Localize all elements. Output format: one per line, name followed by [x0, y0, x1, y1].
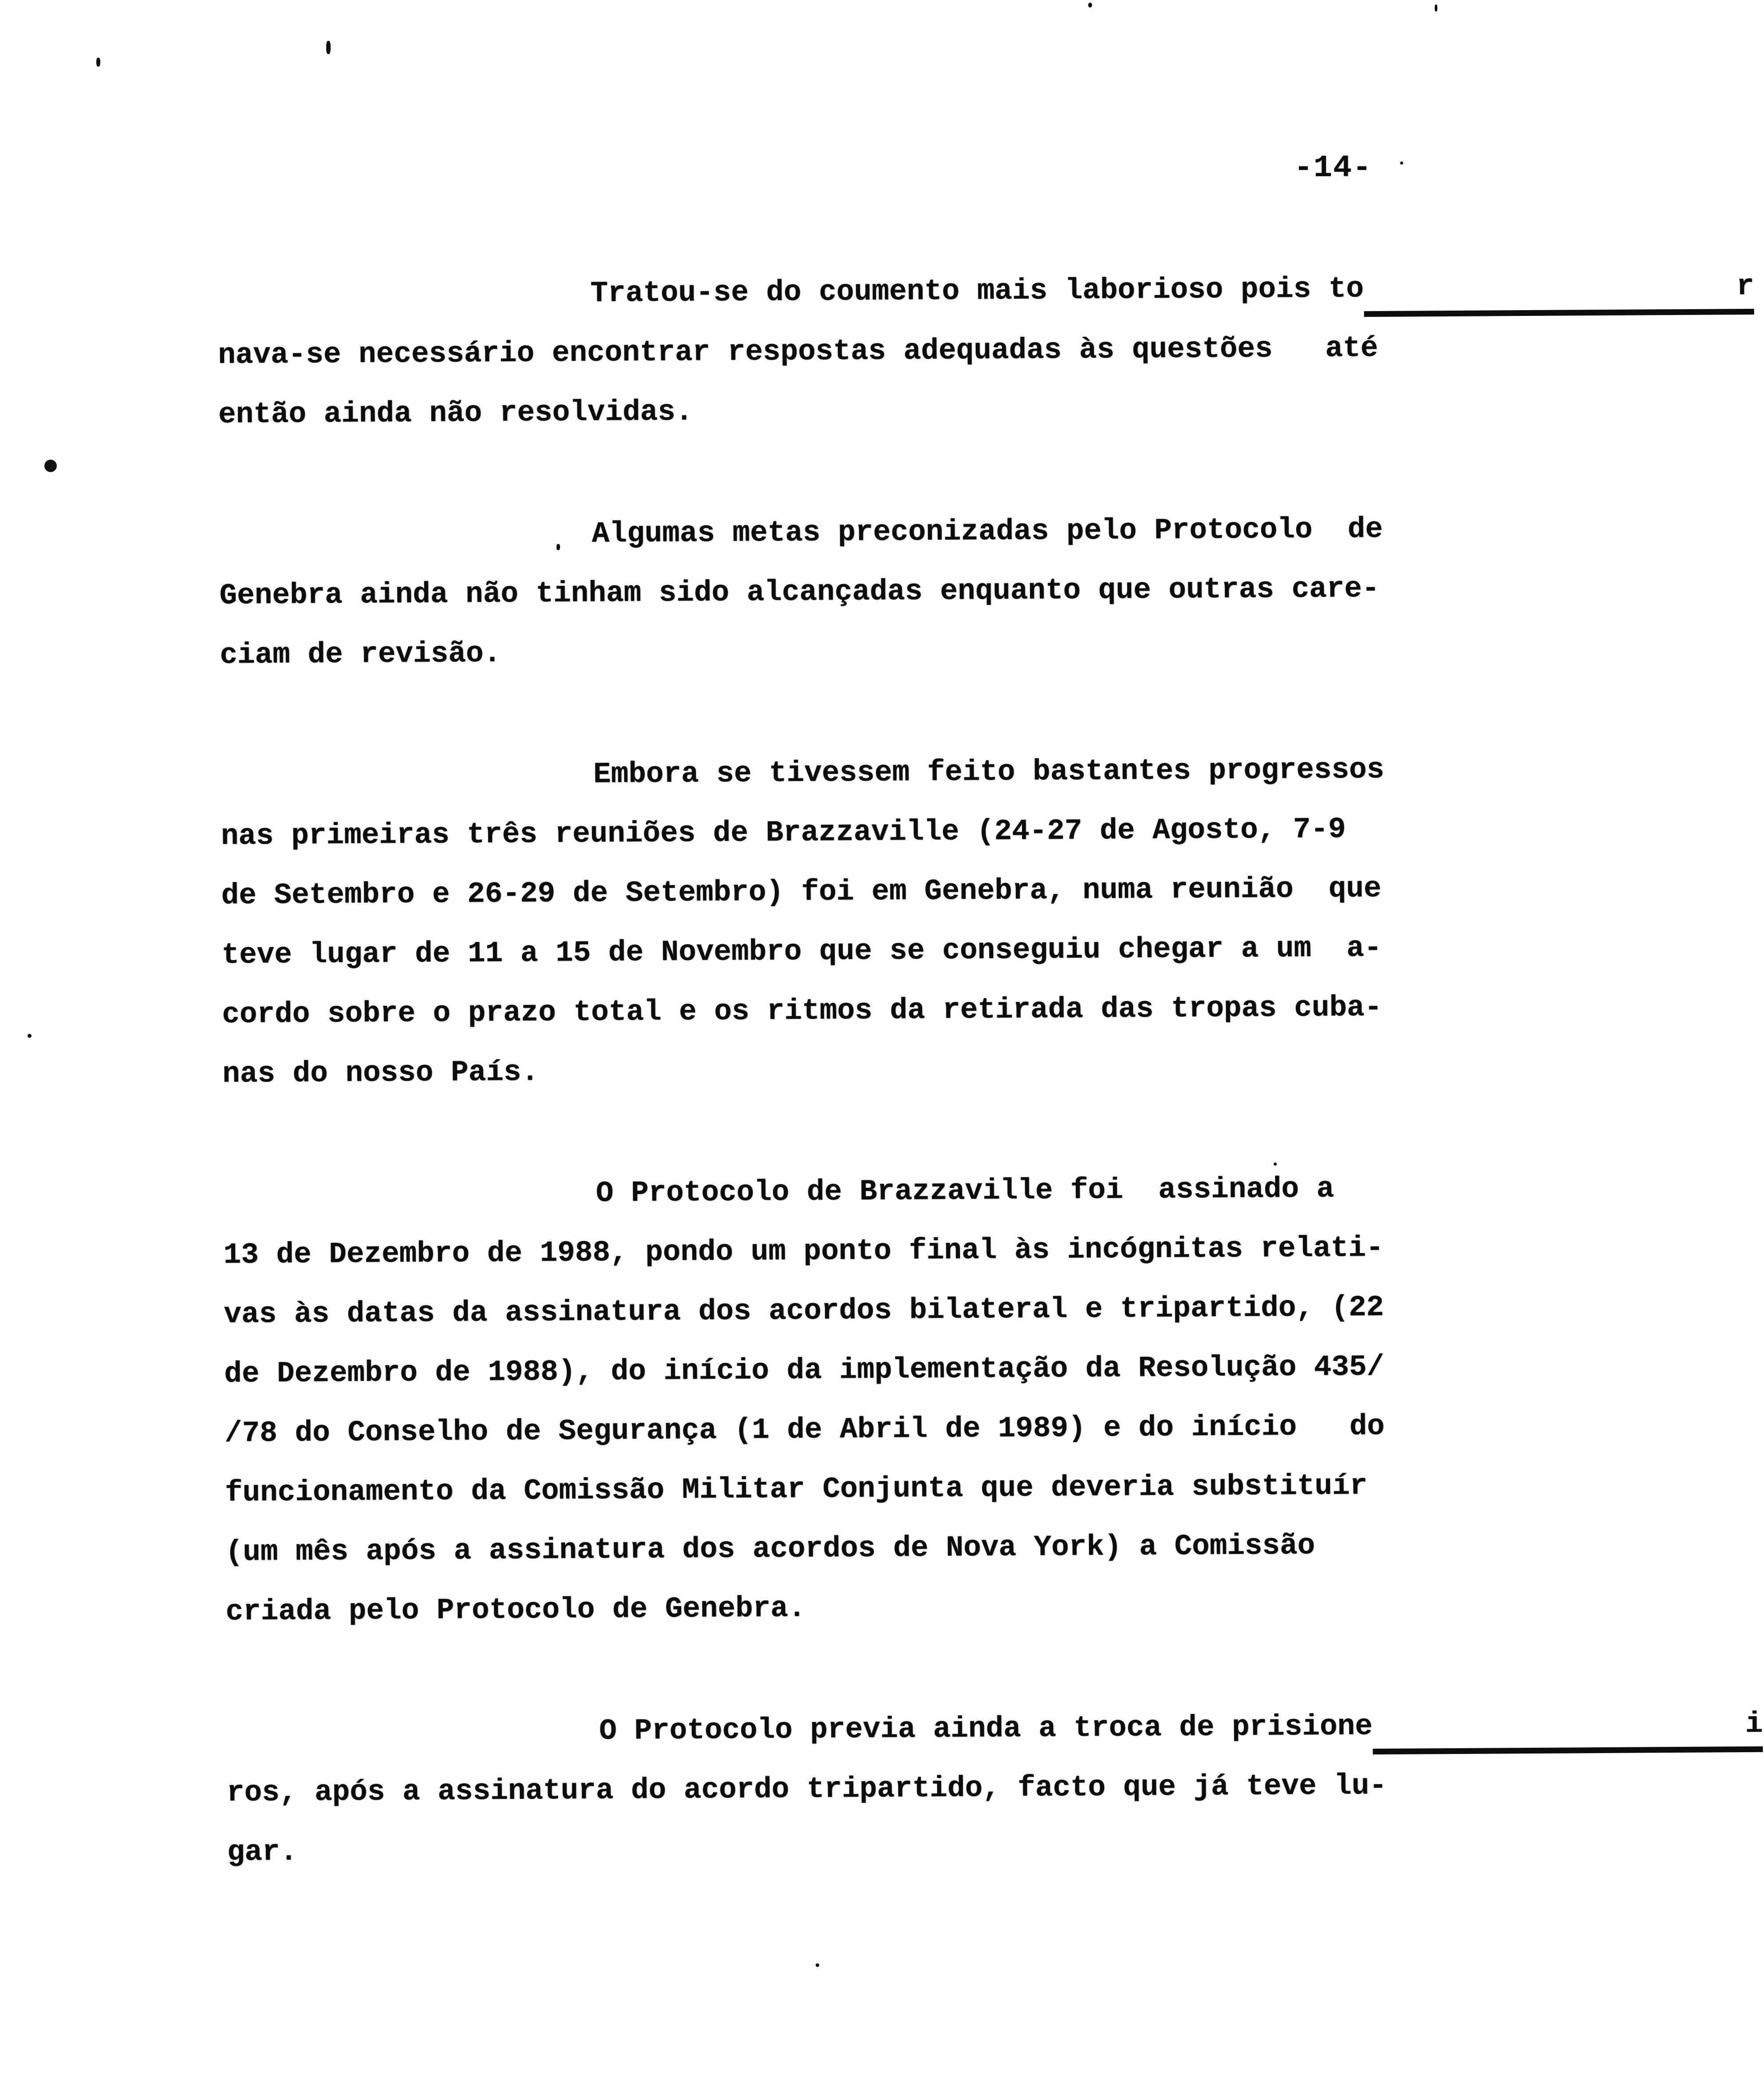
text-line: cordo sobre o prazo total e os ritmos da retirada das tropas cuba-	[222, 991, 1382, 1031]
text-line: ros, após a assinatura do acordo tripartido, facto que já teve lu-	[226, 1769, 1387, 1809]
text-line: O Protocolo de Brazzaville foi assinado a	[596, 1172, 1334, 1210]
paragraph	[226, 1697, 1763, 1882]
text-line: nas do nosso País.	[222, 1055, 539, 1091]
text-line: /78 do Conselho de Segurança (1 de Abril de 1989) e do início do	[224, 1409, 1385, 1450]
text-line: O Protocolo previa ainda a troca de prisione i	[226, 1697, 1416, 1763]
text-line: 13 de Dezembro de 1988, pondo um ponto final às incógnitas relati-	[223, 1231, 1384, 1272]
typewritten-text	[217, 259, 1763, 1944]
paragraph	[221, 740, 1412, 1104]
text-line: nava-se necessário encontrar respostas adequadas às questões até	[217, 331, 1378, 372]
scan-speck	[326, 41, 331, 54]
text-line: Algumas metas preconizadas pelo Protocolo de	[592, 512, 1383, 551]
page-number: -14-	[1294, 151, 1373, 186]
hyphenation-underline: r	[1364, 264, 1754, 317]
scan-speck	[1088, 3, 1092, 8]
paragraph	[219, 500, 1409, 685]
scan-speck	[1274, 1163, 1277, 1166]
scan-speck	[816, 1963, 819, 1967]
text-line: nas primeiras três reuniões de Brazzaville (24-27 de Agosto, 7-9	[221, 812, 1346, 853]
scan-speck	[1435, 4, 1437, 12]
text-line: Embora se tivessem feito bastantes progressos	[593, 753, 1385, 791]
text-line: (um mês após a assinatura dos acordos de Nova York) a Comissão	[225, 1529, 1315, 1569]
text-line: funcionamento da Comissão Militar Conjunta que deveria substituír	[225, 1469, 1368, 1509]
text-line: vas às datas da assinatura dos acordos bilateral e tripartido, (22	[224, 1290, 1384, 1331]
scan-speck	[1400, 162, 1403, 165]
text-line: ciam de revisão.	[220, 637, 501, 672]
scan-speck	[96, 58, 100, 67]
scan-speck	[28, 1034, 32, 1038]
text-line: de Setembro e 26-29 de Setembro) foi em Genebra, numa reunião que	[221, 872, 1381, 912]
paragraph	[217, 259, 1754, 445]
scan-speck	[44, 460, 57, 472]
text-line: então ainda não resolvidas.	[218, 395, 693, 431]
text-line: de Dezembro de 1988), do início da implementação da Resolução 435/	[224, 1350, 1385, 1391]
paragraph	[223, 1159, 1415, 1642]
text-line: criada pelo Protocolo de Genebra.	[225, 1591, 806, 1628]
text-line: teve lugar de 11 a 15 de Novembro que se conseguiu chegar a um a-	[221, 931, 1382, 972]
text-line: Tratou-se do coumento mais laborioso pois to r	[217, 259, 1407, 326]
text-line: Genebra ainda não tinham sido alcançadas enquanto que outras care-	[219, 572, 1380, 612]
hyphenation-underline: i	[1373, 1702, 1763, 1754]
text-line: gar.	[227, 1835, 298, 1869]
scan-speck	[556, 544, 560, 550]
